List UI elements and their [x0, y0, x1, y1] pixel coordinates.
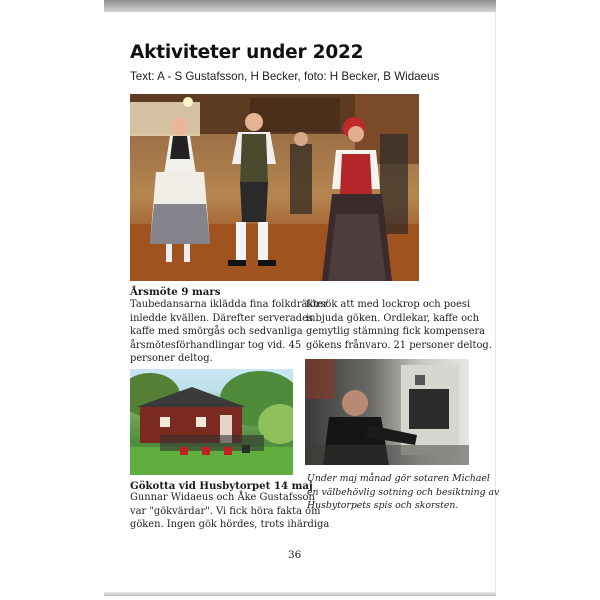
arsmote-text: [130, 298, 328, 366]
gokotta-photo: [130, 369, 293, 475]
page-title: Aktiviteter under 2022: [130, 42, 364, 63]
sotning-caption-line: Husbytorpets spis och skorsten.: [307, 500, 459, 511]
folk-dance-photo: [130, 94, 419, 281]
page-number: 36: [288, 549, 302, 561]
gokotta-line: försök att med lockrop och poesi: [306, 299, 471, 310]
arsmote-line: inledde kvällen. Därefter serverades: [130, 312, 313, 324]
chimney-sweep-photo: [305, 359, 469, 465]
scan-bottom-edge: [104, 592, 496, 596]
arsmote-heading: Årsmöte 9 mars: [130, 286, 221, 298]
sotning-caption: [307, 472, 500, 513]
gokotta-text: [130, 491, 330, 532]
gokotta-line: var "gökvärdar". Vi fick höra fakta om: [130, 505, 321, 517]
author-credit: Text: A - S Gustafsson, H Becker, foto: H Becker, B Widaeus: [130, 70, 440, 83]
sotning-caption-line: en välbehövlig sotning och besiktning av: [307, 486, 500, 498]
gokotta-line: göken. Ingen gök hördes, trots ihärdiga: [130, 519, 330, 531]
gokotta-line: gökens frånvaro. 21 personer deltog.: [306, 339, 492, 351]
gokotta-heading: Gökotta vid Husbytorpet 14 maj: [130, 480, 313, 492]
sotning-caption-line: Under maj månad gör sotaren Michael: [307, 473, 490, 484]
gokotta-text-continued: [306, 298, 492, 352]
gokotta-line: gemytlig stämning fick kompensera: [306, 326, 486, 338]
arsmote-line: personer deltog.: [130, 353, 213, 365]
scan-top-edge: [104, 0, 496, 12]
gokotta-line: Gunnar Widaeus och Åke Gustafsson: [130, 492, 315, 503]
arsmote-line: årsmötesförhandlingar tog vid. 45: [130, 339, 302, 351]
gokotta-line: inbjuda göken. Ordlekar, kaffe och: [306, 312, 479, 324]
arsmote-line: kaffe med smörgås och sedvanliga: [130, 326, 303, 338]
arsmote-line: Taubedansarna iklädda fina folkdräkter: [130, 299, 328, 310]
